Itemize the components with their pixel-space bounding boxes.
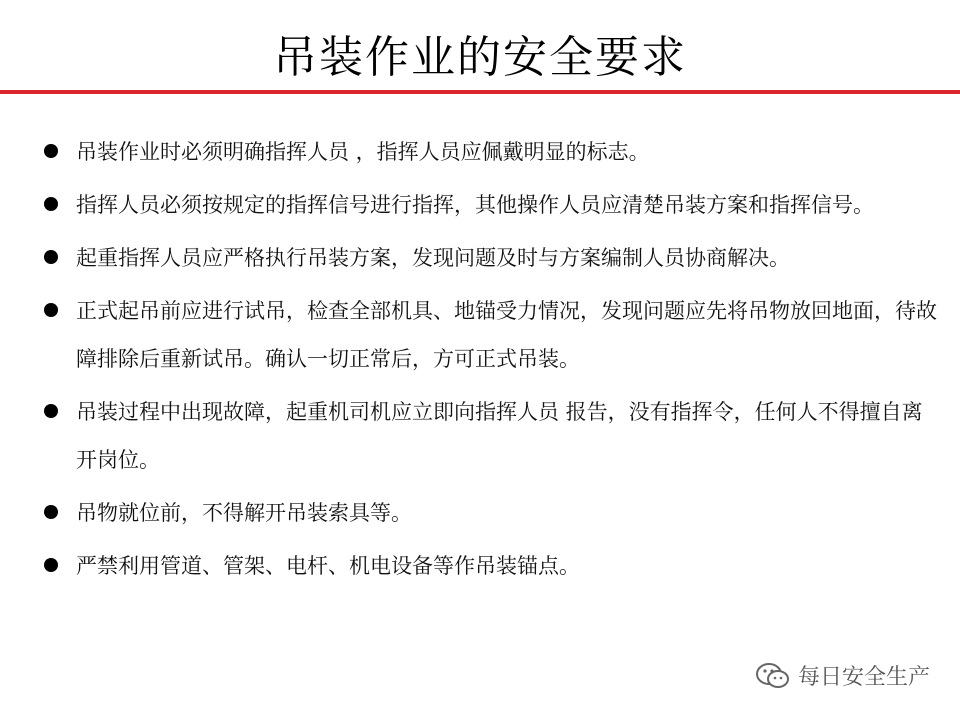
bullet-item [38, 234, 938, 282]
bullet-item [38, 388, 938, 484]
bullet-list [38, 128, 938, 595]
bullet-item [38, 128, 938, 176]
bullet-text: 吊装过程中出现故障，起重机司机应立即向指挥人员 报告，没有指挥令，任何人不得擅自离开岗位。 [76, 400, 923, 472]
bullet-dot-icon [44, 303, 58, 317]
bullet-dot-icon [44, 144, 58, 158]
bullet-dot-icon [44, 250, 58, 264]
bullet-text: 严禁利用管道、管架、电杆、机电设备等作吊装锚点。 [76, 554, 580, 578]
bullet-text: 起重指挥人员应严格执行吊装方案，发现问题及时与方案编制人员协商解决。 [76, 246, 790, 270]
watermark-text: 每日安全生产 [797, 665, 930, 690]
bullet-item [38, 489, 938, 537]
bullet-text: 吊物就位前，不得解开吊装索具等。 [76, 501, 412, 525]
bullet-text: 正式起吊前应进行试吊，检查全部机具、地锚受力情况，发现问题应先将吊物放回地面，待故障排除后重新试吊。确认一切正常后，方可正式吊装。 [76, 299, 937, 371]
bullet-text: 吊装作业时必须明确指挥人员 ，指挥人员应佩戴明显的标志。 [76, 140, 650, 164]
bullet-dot-icon [44, 197, 58, 211]
bullet-item [38, 542, 938, 590]
slide-title: 吊装作业的安全要求 [273, 32, 687, 83]
title-underline [0, 90, 960, 94]
watermark [754, 660, 930, 691]
bullet-item [38, 287, 938, 383]
wechat-icon [754, 661, 792, 691]
bullet-dot-icon [44, 505, 58, 519]
bullet-dot-icon [44, 558, 58, 572]
bullet-text: 指挥人员必须按规定的指挥信号进行指挥，其他操作人员应清楚吊装方案和指挥信号。 [76, 193, 874, 217]
bullet-dot-icon [44, 404, 58, 418]
bullet-item [38, 181, 938, 229]
